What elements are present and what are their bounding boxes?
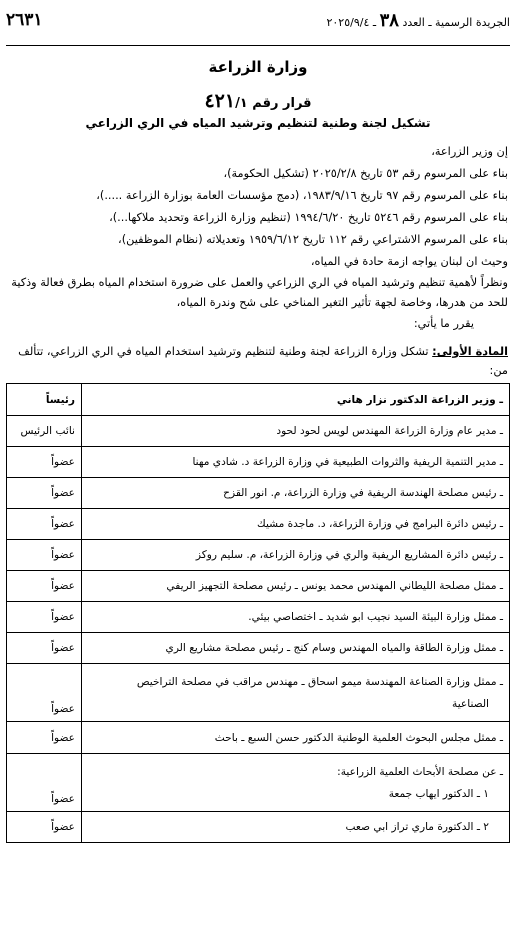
member-group-heading: ـ عن مصلحة الأبحاث العلمية الزراعية:: [337, 765, 503, 778]
page-number: ٢٦٣١: [6, 10, 43, 30]
member-name-cell: [82, 664, 510, 722]
decision-label: قرار رقم: [252, 96, 312, 111]
table-row: [7, 812, 510, 843]
article-label: المادة الأولى:: [432, 345, 508, 358]
article-one: [6, 342, 508, 380]
ministry-title: وزارة الزراعة: [208, 58, 308, 76]
member-name-continued: الصناعية: [452, 697, 489, 710]
gazette-header-text: [326, 10, 510, 31]
member-role: نائب الرئيس: [7, 416, 82, 447]
member-name-cell: [82, 754, 510, 812]
member-role: عضواً: [7, 664, 82, 722]
member-name: ١ ـ الدكتور ايهاب جمعة: [388, 787, 489, 800]
member-role: عضواً: [7, 447, 82, 478]
header-divider: [6, 45, 510, 46]
table-row: [7, 571, 510, 602]
table-row: [7, 478, 510, 509]
preamble-line: بناء على المرسوم رقم ٥٣ تاريخ ٢٠٢٥/٢/٨ (تشكيل الحكومة)،: [223, 167, 508, 180]
preamble-line: ونظراً لأهمية تنظيم وترشيد المياه في الري الزراعي والعمل على ضرورة استخدام المياه بطرق فعالة وذكية للحد من هدرها، وخاصة لجهة تأثير التغير المناخي على شح وندرة المياه،: [11, 276, 508, 309]
table-row: [7, 509, 510, 540]
decision-number: [0, 90, 516, 112]
member-role: عضواً: [7, 633, 82, 664]
members-table: [6, 383, 510, 843]
member-name: ـ ممثل وزارة الصناعة المهندسة ميمو اسحاق ـ مهندس مراقب في مصلحة التراخيص: [136, 675, 503, 688]
decision-number-value: ٤٢١: [204, 90, 236, 112]
member-role: عضواً: [7, 509, 82, 540]
preamble: [6, 141, 508, 335]
table-row: [7, 416, 510, 447]
table-row: [7, 602, 510, 633]
member-name: ـ ممثل وزارة البيئة السيد نجيب ابو شديد ـ اختصاصي بيئي.: [82, 602, 510, 633]
table-row: [7, 722, 510, 754]
member-name: ـ مدير عام وزارة الزراعة المهندس لويس لحود لحود: [82, 416, 510, 447]
member-name: ـ رئيس دائرة البرامج في وزارة الزراعة، د. ماجدة مشيك: [82, 509, 510, 540]
decision-subject: تشكيل لجنة وطنية لتنظيم وترشيد المياه في الري الزراعي: [85, 116, 431, 130]
member-name: ـ ممثل مصلحة الليطاني المهندس محمد يونس ـ رئيس مصلحة التجهيز الريفي: [82, 571, 510, 602]
member-name: ـ ممثل وزارة الطاقة والمياه المهندس وسام كنج ـ رئيس مصلحة مشاريع الري: [82, 633, 510, 664]
member-role: عضواً: [7, 722, 82, 754]
table-row: [7, 754, 510, 812]
preamble-line: بناء على المرسوم الاشتراعي رقم ١١٢ تاريخ ١٩٥٩/٦/١٢ وتعديلاته (نظام الموظفين)،: [118, 233, 508, 246]
table-row: [7, 664, 510, 722]
page-header: [6, 8, 510, 34]
member-role: عضواً: [7, 478, 82, 509]
issue-date: ـ ٢٠٢٥/٩/٤: [326, 16, 377, 29]
preamble-line: وحيث ان لبنان يواجه ازمة حادة في المياه،: [310, 255, 508, 268]
member-name: ـ ممثل مجلس البحوث العلمية الوطنية الدكتور حسن السبع ـ باحث: [82, 722, 510, 754]
member-name: ٢ ـ الدكتورة ماري تراز ابي صعب: [82, 812, 510, 843]
preamble-line: إن وزير الزراعة،: [431, 145, 508, 158]
preamble-line: بناء على المرسوم رقم ٩٧ تاريخ ١٩٨٣/٩/١٦، (دمج مؤسسات العامة بوزارة الزراعة .....)،: [96, 189, 508, 202]
member-name: ـ رئيس دائرة المشاريع الريفية والري في وزارة الزراعة، م. سليم روكز: [82, 540, 510, 571]
member-role: عضواً: [7, 540, 82, 571]
member-name: ـ رئيس مصلحة الهندسة الريفية في وزارة الزراعة، م. انور القزح: [82, 478, 510, 509]
decision-number-suffix: /١: [235, 96, 248, 111]
issue-label: ـ العدد: [402, 16, 432, 29]
table-row: [7, 384, 510, 416]
preamble-line: بناء على المرسوم رقم ٥٢٤٦ تاريخ ١٩٩٤/٦/٢٠ (تنظيم وزارة الزراعة وتحديد ملاكها...)،: [109, 211, 508, 224]
resolution-line: يقرر ما يأتي:: [413, 317, 474, 330]
article-text: تشكل وزارة الزراعة لجنة وطنية لتنظيم وترشيد استخدام المياه في الري الزراعي، تتألف من:: [18, 345, 508, 377]
gazette-title: الجريدة الرسمية: [435, 16, 510, 29]
member-name: ـ وزير الزراعة الدكتور نزار هاني: [82, 384, 510, 416]
member-role: عضواً: [7, 754, 82, 812]
table-row: [7, 633, 510, 664]
table-row: [7, 540, 510, 571]
member-role: عضواً: [7, 571, 82, 602]
member-role: عضواً: [7, 812, 82, 843]
member-role: عضواً: [7, 602, 82, 633]
table-row: [7, 447, 510, 478]
member-role: رئيساً: [7, 384, 82, 416]
issue-number: ٣٨: [379, 10, 399, 31]
member-name: ـ مدير التنمية الريفية والثروات الطبيعية في وزارة الزراعة د. شادي مهنا: [82, 447, 510, 478]
